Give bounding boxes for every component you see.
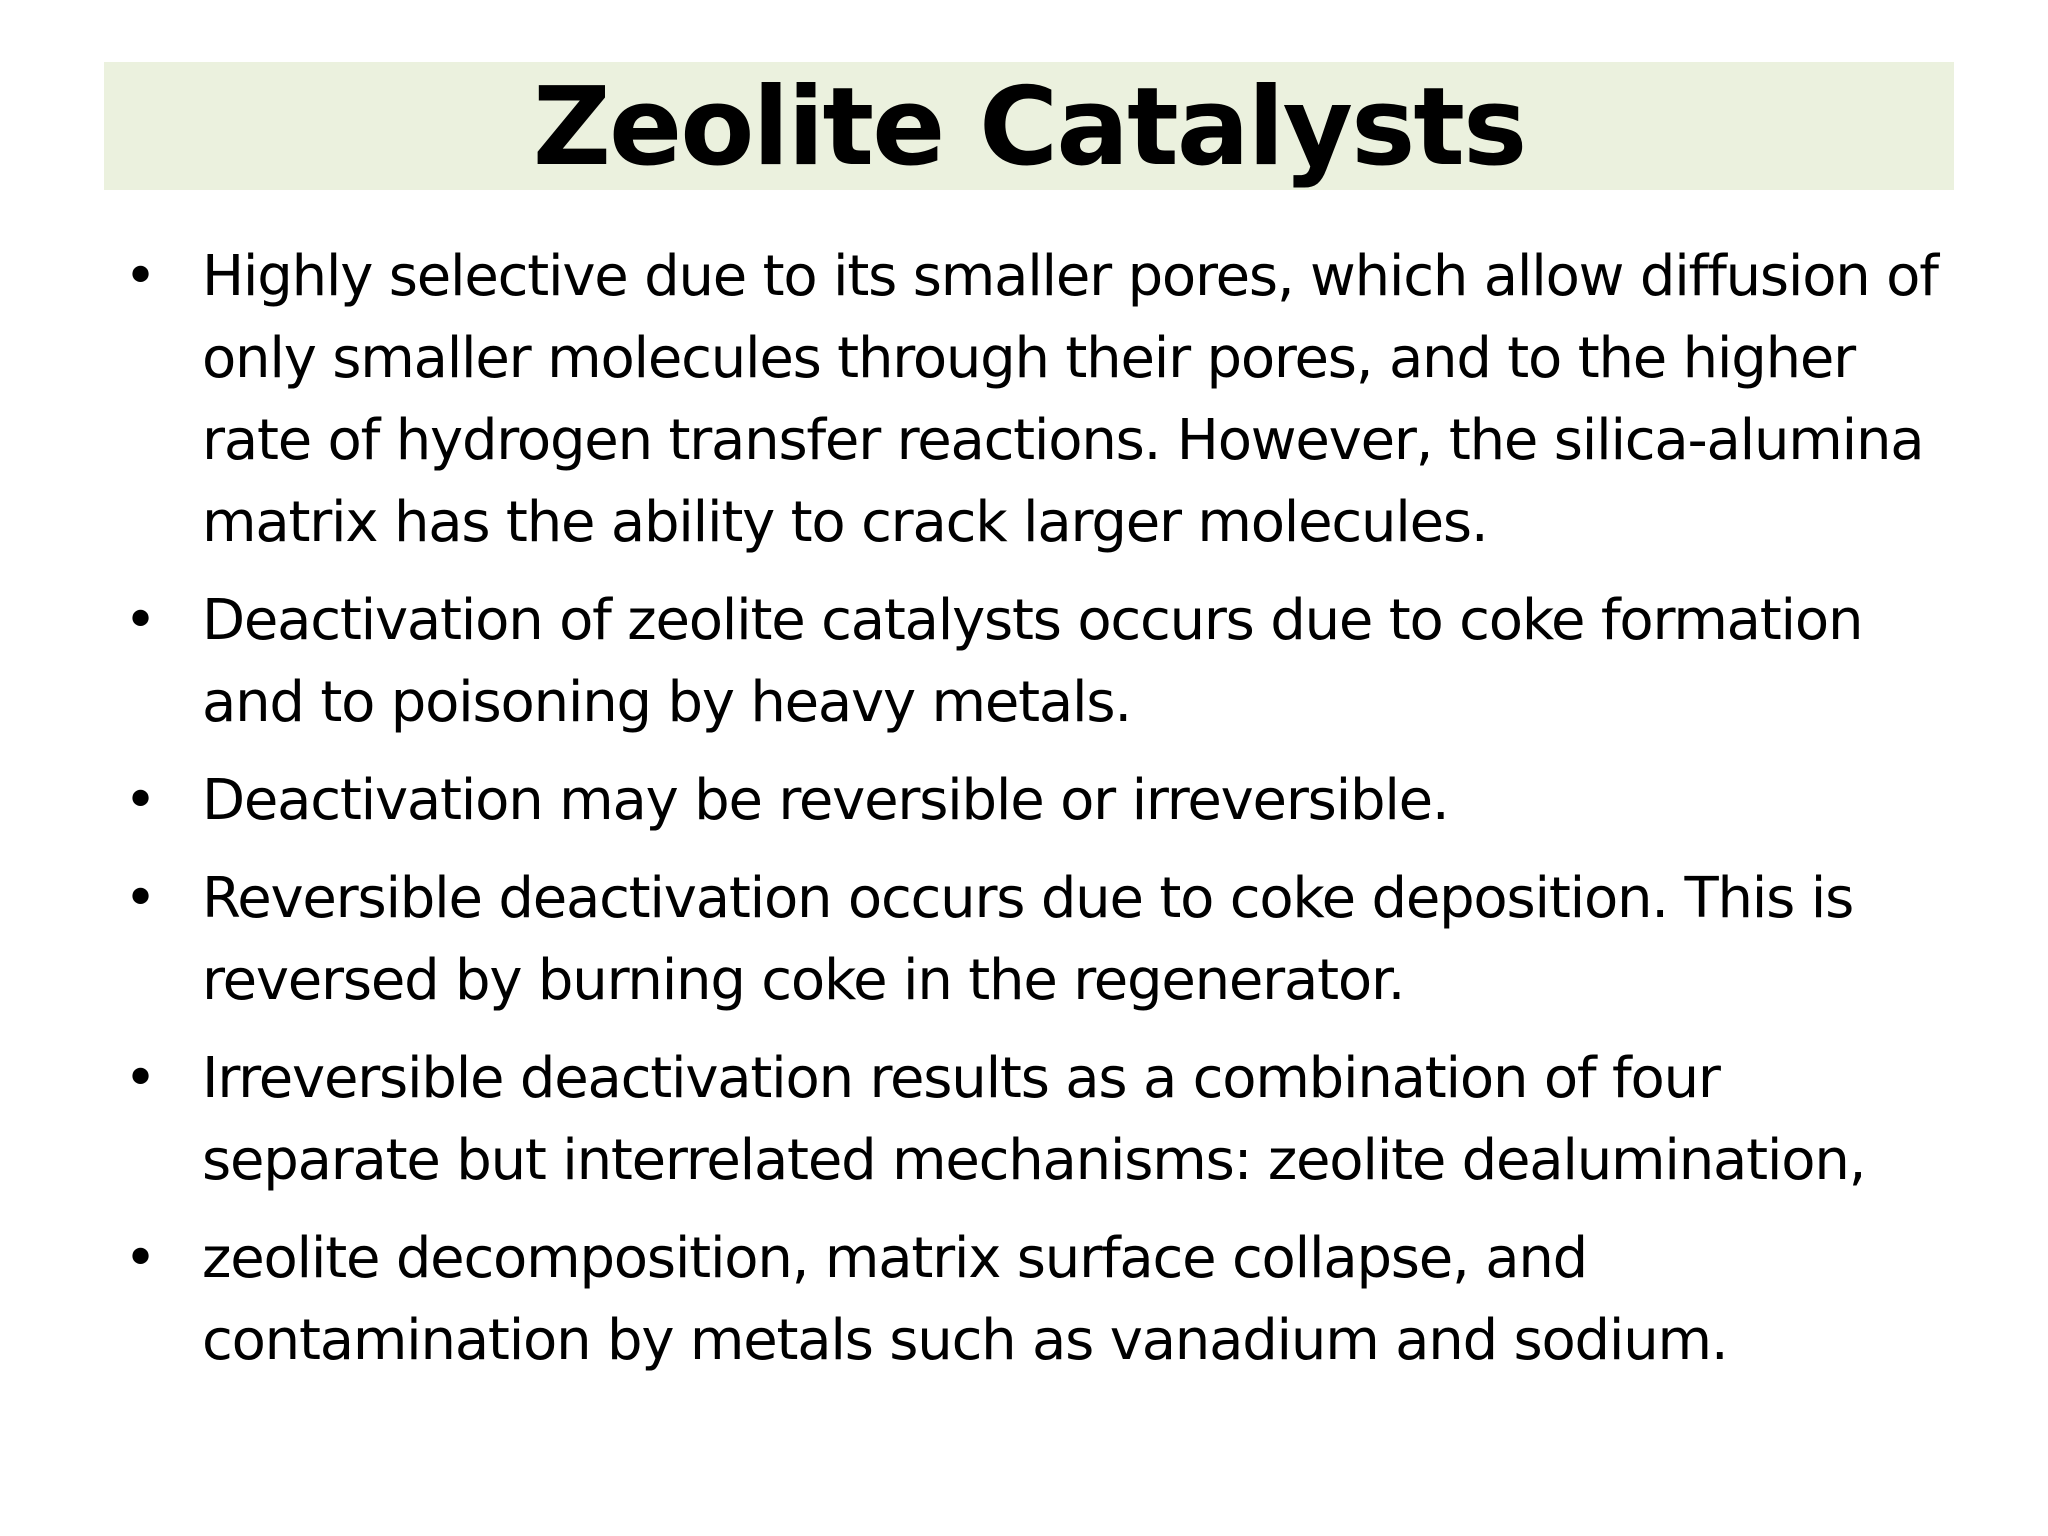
bullet-text: zeolite decomposition, matrix surface collapse, and contamination by metals such as vanadium and sodium. [202, 1226, 1728, 1373]
bullet-item [120, 580, 1940, 744]
bullet-icon: • [124, 1226, 156, 1291]
bullet-text: Irreversible deactivation results as a combination of four separate but interrelated mechanisms: zeolite dealumination, [202, 1046, 1866, 1193]
title-band [104, 62, 1954, 190]
bullet-item [120, 858, 1940, 1022]
bullet-item [120, 236, 1940, 564]
bullet-icon: • [124, 1046, 156, 1111]
bullet-icon: • [124, 588, 156, 653]
bullet-text: Highly selective due to its smaller pores, which allow diffusion of only smaller molecules through their pores, and to the higher rate of hydrogen transfer reactions. However, the silica-alumina matrix has the ability to crack larger molecules. [202, 244, 1938, 555]
bullet-item [120, 1038, 1940, 1202]
bullet-icon: • [124, 768, 156, 833]
bullet-item [120, 760, 1940, 842]
bullet-icon: • [124, 866, 156, 931]
bullet-text: Deactivation of zeolite catalysts occurs due to coke formation and to poisoning by heavy metals. [202, 588, 1863, 735]
bullet-text: Reversible deactivation occurs due to coke deposition. This is reversed by burning coke in the regenerator. [202, 866, 1854, 1013]
slide-title: Zeolite Catalysts [532, 65, 1526, 190]
bullet-icon: • [124, 244, 156, 309]
bullet-text: Deactivation may be reversible or irreversible. [202, 768, 1449, 833]
bullet-item [120, 1218, 1940, 1382]
bullet-list [120, 236, 1940, 1398]
